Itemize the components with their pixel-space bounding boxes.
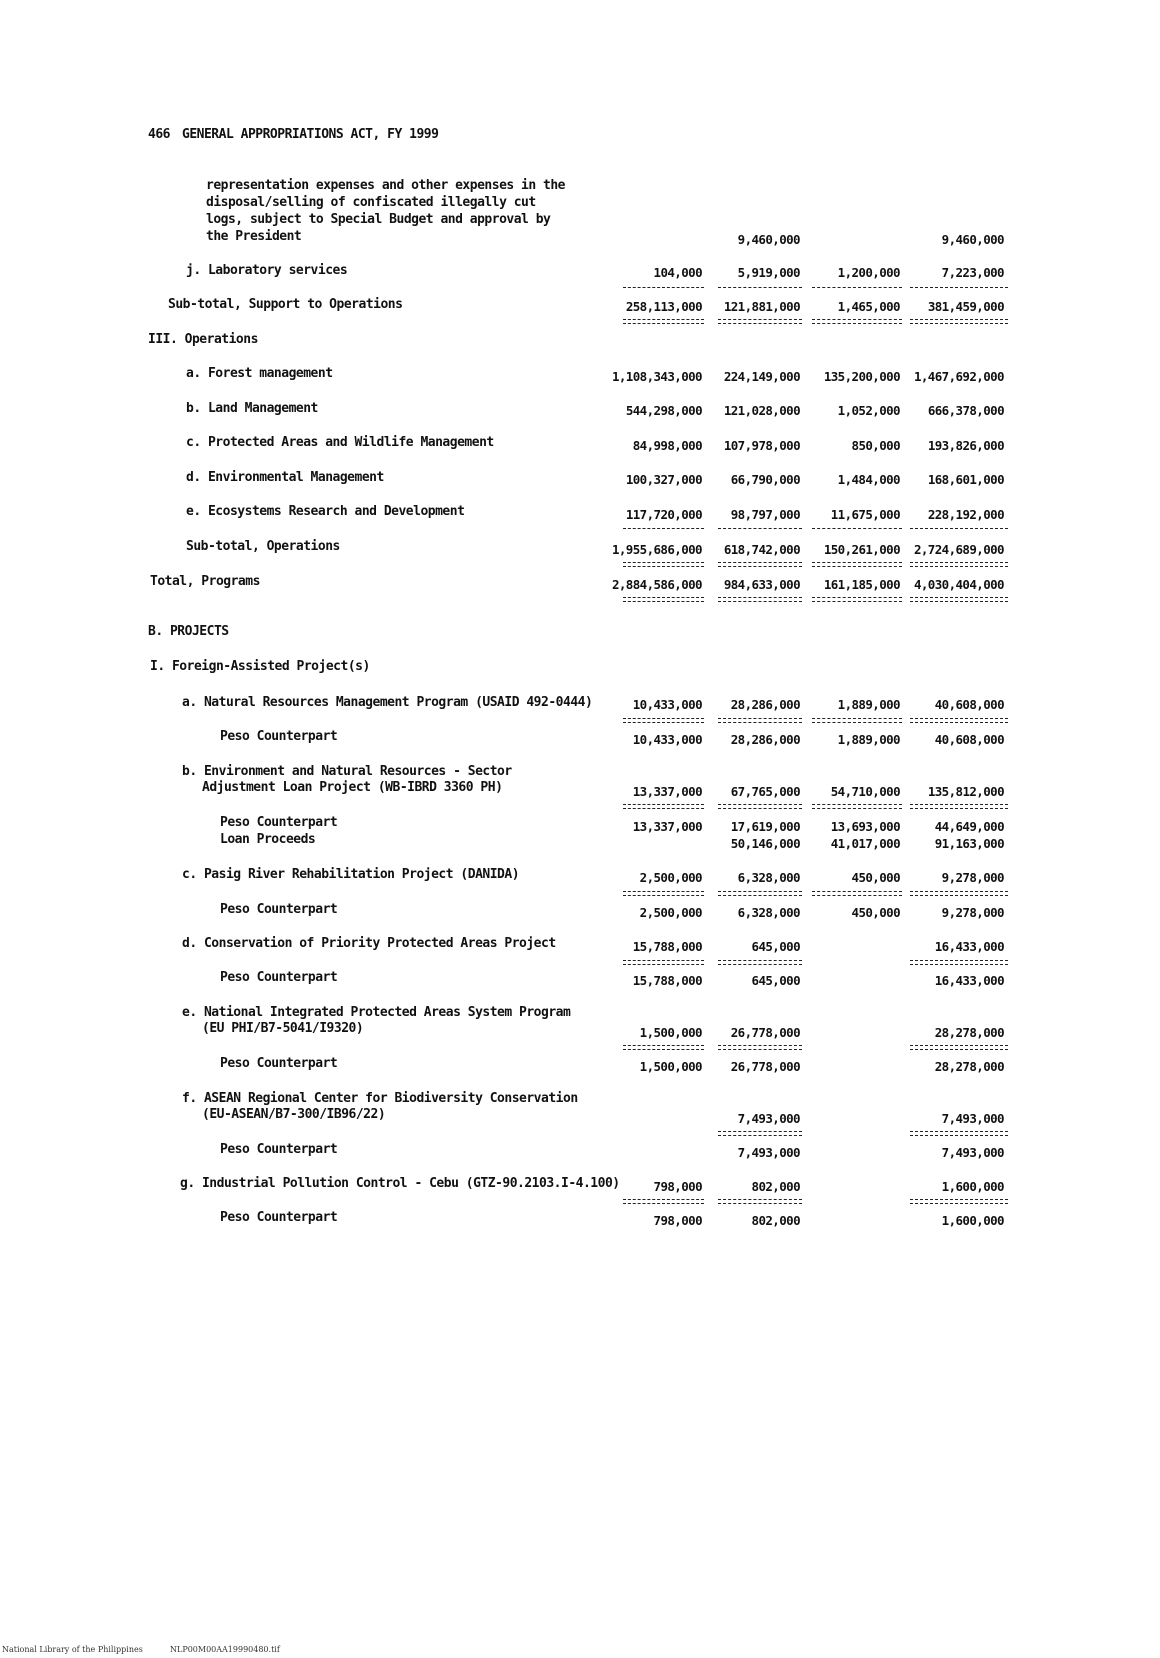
value-cell: 168,601,000 [927, 472, 1004, 487]
item-label: c. Protected Areas and Wildlife Management [186, 435, 494, 450]
value-cell: 17,619,000 [730, 819, 800, 834]
subsection-heading: I. Foreign-Assisted Project(s) [150, 659, 370, 674]
subtotal-label: Sub-total, Operations [186, 539, 340, 554]
value-cell: 798,000 [653, 1213, 702, 1228]
value-cell: 10,433,000 [632, 697, 702, 712]
value-cell: 135,812,000 [927, 784, 1004, 799]
value-cell: 13,693,000 [830, 819, 900, 834]
value-cell: 1,889,000 [837, 697, 900, 712]
double-rule [812, 562, 902, 567]
double-rule [910, 1199, 1008, 1204]
value-cell: 1,052,000 [837, 403, 900, 418]
value-cell: 4,030,404,000 [913, 577, 1004, 592]
double-rule [812, 319, 902, 324]
double-rule [718, 891, 802, 896]
double-rule [623, 804, 704, 809]
double-rule [910, 597, 1008, 602]
continuation-line: representation expenses and other expenses in the [206, 178, 566, 193]
value-cell: 645,000 [751, 973, 800, 988]
value-cell: 15,788,000 [632, 973, 702, 988]
item-label: d. Environmental Management [186, 470, 384, 485]
value-cell: 41,017,000 [830, 836, 900, 851]
item-label: e. Ecosystems Research and Development [186, 504, 465, 519]
double-rule [718, 1131, 802, 1136]
value-cell: 7,493,000 [737, 1111, 800, 1126]
value-cell: 224,149,000 [723, 369, 800, 384]
value-cell: 7,493,000 [941, 1111, 1004, 1126]
value-cell: 984,633,000 [723, 577, 800, 592]
double-rule [910, 1045, 1008, 1050]
rule [812, 528, 902, 529]
value-cell: 802,000 [751, 1179, 800, 1194]
value-cell: 1,108,343,000 [611, 369, 702, 384]
value-cell: 1,467,692,000 [913, 369, 1004, 384]
value-cell: 228,192,000 [927, 507, 1004, 522]
continuation-line: logs, subject to Special Budget and approval by [206, 212, 551, 227]
peso-counterpart-label: Peso Counterpart [220, 729, 338, 744]
value-cell: 26,778,000 [730, 1025, 800, 1040]
peso-counterpart-label: Peso Counterpart [220, 1056, 338, 1071]
value-cell: 2,500,000 [639, 870, 702, 885]
item-label: j. Laboratory services [186, 263, 348, 278]
value-cell: 50,146,000 [730, 836, 800, 851]
continuation-value: 9,460,000 [737, 232, 800, 247]
double-rule [718, 1045, 802, 1050]
rule [718, 528, 802, 529]
double-rule [718, 1199, 802, 1204]
double-rule [910, 718, 1008, 723]
double-rule [812, 597, 902, 602]
value-cell: 107,978,000 [723, 438, 800, 453]
value-cell: 6,328,000 [737, 870, 800, 885]
value-cell: 121,028,000 [723, 403, 800, 418]
value-cell: 15,788,000 [632, 939, 702, 954]
value-cell: 7,223,000 [941, 265, 1004, 280]
value-cell: 1,200,000 [837, 265, 900, 280]
value-cell: 121,881,000 [723, 299, 800, 314]
value-cell: 28,278,000 [934, 1025, 1004, 1040]
double-rule [623, 960, 704, 965]
peso-counterpart-label: Peso Counterpart [220, 970, 338, 985]
total-label: Total, Programs [150, 574, 260, 589]
value-cell: 100,327,000 [625, 472, 702, 487]
double-rule [623, 1045, 704, 1050]
value-cell: 1,465,000 [837, 299, 900, 314]
value-cell: 7,493,000 [737, 1145, 800, 1160]
value-cell: 84,998,000 [632, 438, 702, 453]
double-rule [910, 960, 1008, 965]
value-cell: 40,608,000 [934, 697, 1004, 712]
value-cell: 798,000 [653, 1179, 702, 1194]
value-cell: 6,328,000 [737, 905, 800, 920]
double-rule [812, 891, 902, 896]
value-cell: 2,884,586,000 [611, 577, 702, 592]
project-label: d. Conservation of Priority Protected Areas Project [182, 936, 556, 951]
value-cell: 802,000 [751, 1213, 800, 1228]
value-cell: 645,000 [751, 939, 800, 954]
value-cell: 1,484,000 [837, 472, 900, 487]
value-cell: 2,724,689,000 [913, 542, 1004, 557]
project-label: Adjustment Loan Project (WB-IBRD 3360 PH) [202, 780, 503, 795]
value-cell: 850,000 [851, 438, 900, 453]
value-cell: 544,298,000 [625, 403, 702, 418]
double-rule [910, 319, 1008, 324]
value-cell: 104,000 [653, 265, 702, 280]
value-cell: 1,600,000 [941, 1213, 1004, 1228]
value-cell: 5,919,000 [737, 265, 800, 280]
double-rule [623, 319, 704, 324]
value-cell: 666,378,000 [927, 403, 1004, 418]
peso-counterpart-label: Peso Counterpart [220, 815, 338, 830]
value-cell: 44,649,000 [934, 819, 1004, 834]
value-cell: 67,765,000 [730, 784, 800, 799]
project-label: e. National Integrated Protected Areas System Program [182, 1005, 571, 1020]
value-cell: 26,778,000 [730, 1059, 800, 1074]
continuation-line: the President [206, 229, 302, 244]
value-cell: 13,337,000 [632, 819, 702, 834]
double-rule [623, 562, 704, 567]
rule [623, 287, 704, 288]
double-rule [910, 804, 1008, 809]
value-cell: 450,000 [851, 870, 900, 885]
value-cell: 150,261,000 [823, 542, 900, 557]
continuation-line: disposal/selling of confiscated illegally cut [206, 195, 536, 210]
item-label: b. Land Management [186, 401, 318, 416]
value-cell: 1,600,000 [941, 1179, 1004, 1194]
section-heading: III. Operations [148, 332, 258, 347]
double-rule [623, 718, 704, 723]
footer-filename: NLP00M00AA19990480.tif [170, 1645, 280, 1654]
double-rule [812, 804, 902, 809]
value-cell: 91,163,000 [934, 836, 1004, 851]
footer-library: National Library of the Philippines [2, 1645, 143, 1654]
item-label: a. Forest management [186, 366, 333, 381]
double-rule [910, 891, 1008, 896]
double-rule [718, 960, 802, 965]
double-rule [718, 319, 802, 324]
value-cell: 618,742,000 [723, 542, 800, 557]
peso-counterpart-label: Peso Counterpart [220, 1142, 338, 1157]
project-label: c. Pasig River Rehabilitation Project (DANIDA) [182, 867, 520, 882]
double-rule [623, 891, 704, 896]
value-cell: 98,797,000 [730, 507, 800, 522]
double-rule [910, 562, 1008, 567]
value-cell: 28,286,000 [730, 697, 800, 712]
value-cell: 1,889,000 [837, 732, 900, 747]
double-rule [910, 1131, 1008, 1136]
project-label: f. ASEAN Regional Center for Biodiversity Conservation [182, 1091, 578, 1106]
value-cell: 117,720,000 [625, 507, 702, 522]
project-label: g. Industrial Pollution Control - Cebu (GTZ-90.2103.I-4.100) [180, 1176, 620, 1191]
value-cell: 66,790,000 [730, 472, 800, 487]
double-rule [623, 597, 704, 602]
project-label: (EU-ASEAN/B7-300/IB96/22) [202, 1107, 386, 1122]
rule [812, 287, 902, 288]
value-cell: 258,113,000 [625, 299, 702, 314]
value-cell: 9,278,000 [941, 905, 1004, 920]
value-cell: 28,278,000 [934, 1059, 1004, 1074]
value-cell: 16,433,000 [934, 973, 1004, 988]
value-cell: 135,200,000 [823, 369, 900, 384]
value-cell: 28,286,000 [730, 732, 800, 747]
value-cell: 1,955,686,000 [611, 542, 702, 557]
value-cell: 161,185,000 [823, 577, 900, 592]
value-cell: 1,500,000 [639, 1025, 702, 1040]
rule [718, 287, 802, 288]
value-cell: 381,459,000 [927, 299, 1004, 314]
value-cell: 1,500,000 [639, 1059, 702, 1074]
loan-proceeds-label: Loan Proceeds [220, 832, 316, 847]
double-rule [623, 1199, 704, 1204]
double-rule [718, 562, 802, 567]
value-cell: 13,337,000 [632, 784, 702, 799]
value-cell: 16,433,000 [934, 939, 1004, 954]
value-cell: 450,000 [851, 905, 900, 920]
double-rule [718, 597, 802, 602]
value-cell: 11,675,000 [830, 507, 900, 522]
double-rule [718, 804, 802, 809]
continuation-total: 9,460,000 [941, 232, 1004, 247]
project-label: (EU PHI/B7-5041/I9320) [202, 1021, 364, 1036]
value-cell: 10,433,000 [632, 732, 702, 747]
double-rule [812, 718, 902, 723]
rule [910, 287, 1008, 288]
peso-counterpart-label: Peso Counterpart [220, 902, 338, 917]
rule [910, 528, 1008, 529]
project-label: b. Environment and Natural Resources - Sector [182, 764, 512, 779]
value-cell: 7,493,000 [941, 1145, 1004, 1160]
project-label: a. Natural Resources Management Program (USAID 492-0444) [182, 695, 593, 710]
page-header-title: GENERAL APPROPRIATIONS ACT, FY 1999 [182, 127, 439, 142]
page-number: 466 [148, 127, 170, 142]
value-cell: 9,278,000 [941, 870, 1004, 885]
subtotal-label: Sub-total, Support to Operations [168, 297, 403, 312]
value-cell: 193,826,000 [927, 438, 1004, 453]
rule [623, 528, 704, 529]
value-cell: 40,608,000 [934, 732, 1004, 747]
value-cell: 54,710,000 [830, 784, 900, 799]
section-heading: B. PROJECTS [148, 624, 229, 639]
peso-counterpart-label: Peso Counterpart [220, 1210, 338, 1225]
value-cell: 2,500,000 [639, 905, 702, 920]
double-rule [718, 718, 802, 723]
